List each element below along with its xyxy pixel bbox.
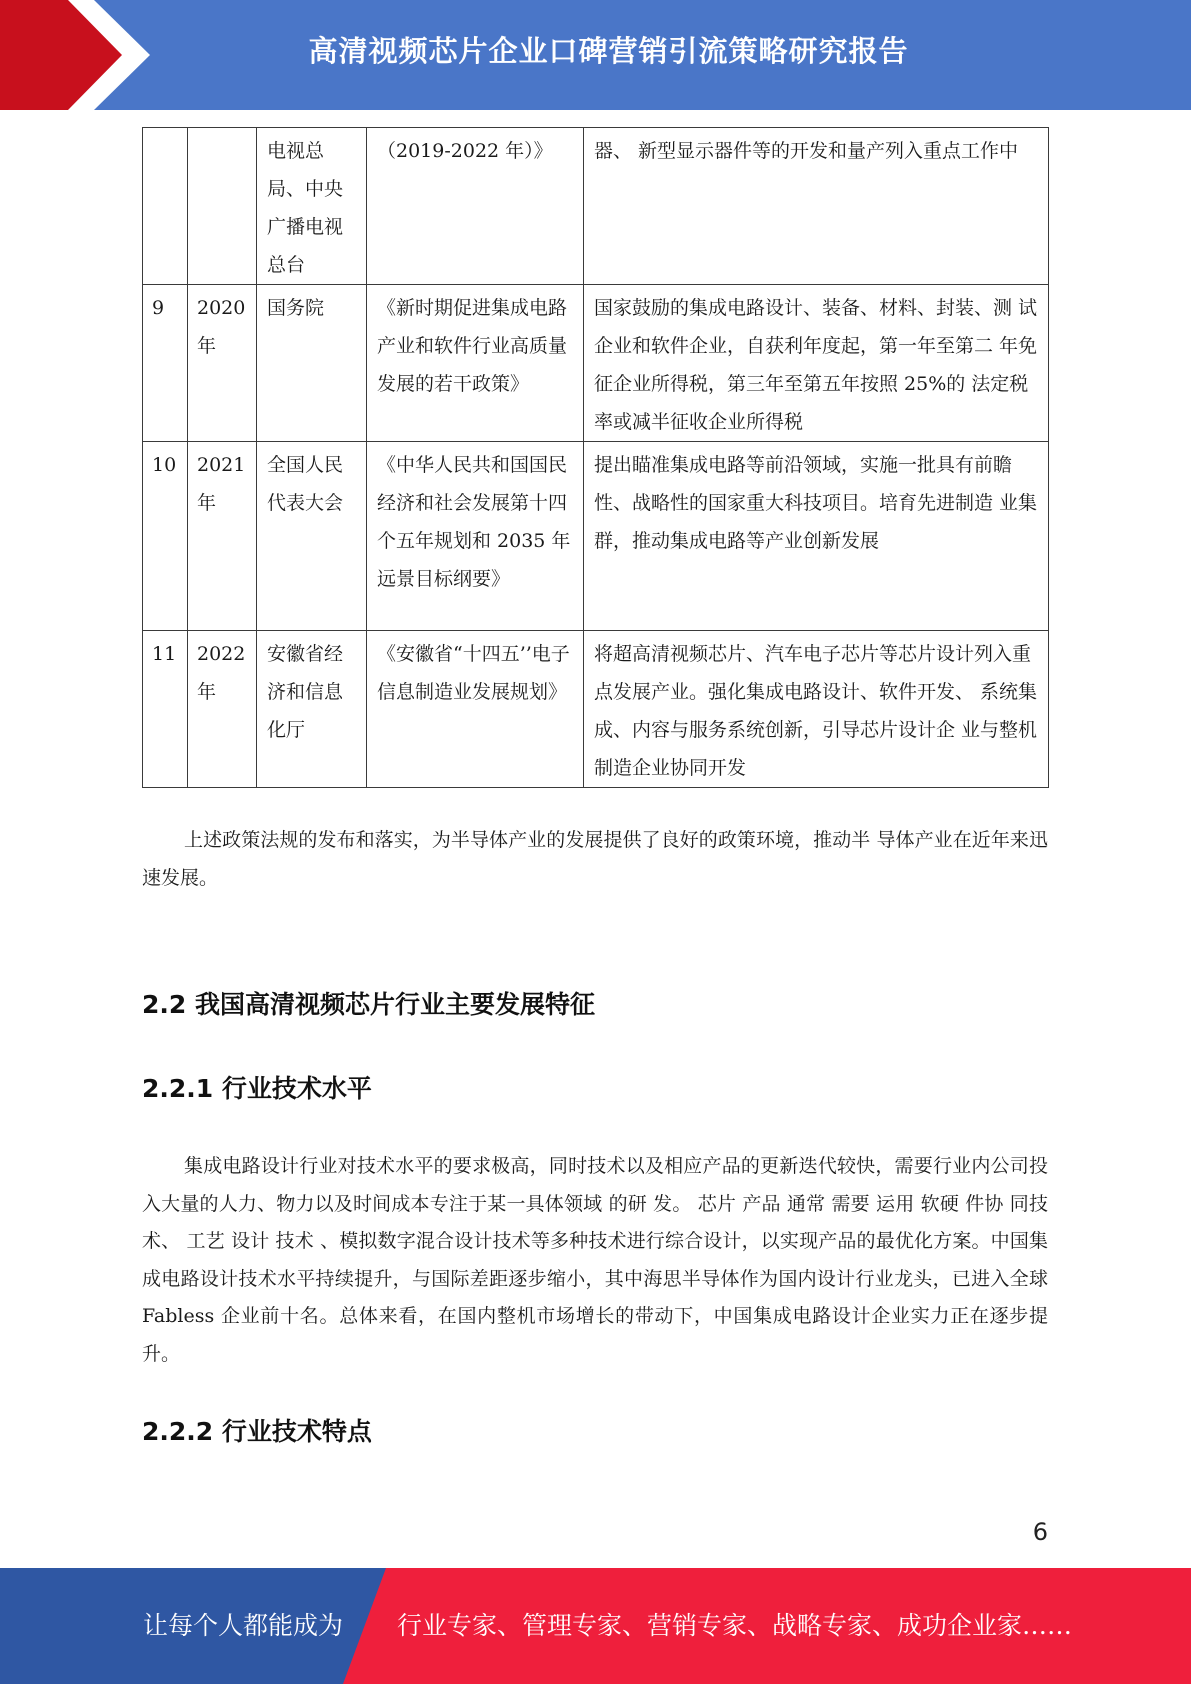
row-content: 器、 新型显示器件等的开发和量产列入重点工作中 <box>584 128 1049 285</box>
row-year: 2020年 <box>188 285 257 442</box>
page-header <box>0 0 1191 110</box>
row-number: 11 <box>143 631 188 788</box>
row-year: 2021年 <box>188 442 257 631</box>
row-year <box>188 128 257 285</box>
row-content: 提出瞄准集成电路等前沿领域，实施一批具有前瞻性、战略性的国家重大科技项目。培育先进制造 业集群，推动集成电路等产业创新发展 <box>584 442 1049 631</box>
row-number: 9 <box>143 285 188 442</box>
table-row <box>143 128 1049 285</box>
row-content: 将超高清视频芯片、汽车电子芯片等芯片设计列入重点发展产业。强化集成电路设计、软件开发、 系统集成、内容与服务系统创新，引导芯片设计企 业与整机制造企业协同开发 <box>584 631 1049 788</box>
section-heading-2-2-2: 2.2.2 行业技术特点 <box>142 1417 372 1446</box>
row-policy: 《新时期促进集成电路产业和软件行业高质量发展的若干政策》 <box>367 285 584 442</box>
row-issuer: 电视总局、中央广播电视总台 <box>257 128 367 285</box>
policy-table <box>142 127 1049 788</box>
row-content: 国家鼓励的集成电路设计、装备、材料、封装、测 试企业和软件企业，自获利年度起，第一年至第二 年免征企业所得税，第三年至第五年按照 25%的 法定税率或减半征收企业所得税 <box>584 285 1049 442</box>
row-issuer: 安徽省经济和信息化厅 <box>257 631 367 788</box>
policy-summary-paragraph: 上述政策法规的发布和落实，为半导体产业的发展提供了良好的政策环境，推动半 导体产业在近年来迅速发展。 <box>142 829 1048 889</box>
row-policy: 《中华人民共和国国民经济和社会发展第十四个五年规划和 2035 年远景目标纲要》 <box>367 442 584 631</box>
row-issuer: 国务院 <box>257 285 367 442</box>
row-policy: （2019-2022 年）》 <box>367 128 584 285</box>
footer-slogan-left: 让每个人都能成为 <box>143 1611 344 1640</box>
row-policy: 《安徽省“十四五’’电子信息制造业发展规划》 <box>367 631 584 788</box>
row-number <box>143 128 188 285</box>
footer-slogan-right: 行业专家、管理专家、营销专家、战略专家、成功企业家…… <box>397 1611 1073 1640</box>
table-row <box>143 631 1049 788</box>
table-row <box>143 285 1049 442</box>
page-footer <box>0 1568 1191 1684</box>
page-number: 6 <box>1032 1518 1048 1546</box>
row-year: 2022年 <box>188 631 257 788</box>
row-issuer: 全国人民代表大会 <box>257 442 367 631</box>
row-number: 10 <box>143 442 188 631</box>
section-heading-2-2: 2.2 我国高清视频芯片行业主要发展特征 <box>142 990 595 1019</box>
report-title: 高清视频芯片企业口碑营销引流策略研究报告 <box>308 34 909 68</box>
tech-level-paragraph: 集成电路设计行业对技术水平的要求极高，同时技术以及相应产品的更新迭代较快，需要行业内公司投入大量的人力、物力以及时间成本专注于某一具体领域 的研 发。 芯片 产品 通常 需要 运用 软硬 件协 同技 术、 工艺 设计 技术 、模拟数字混合设计技术等多种技术进行综合设计，以实现产品的最优化方案。中国集成电路设计技术水平持续提升，与国际差距逐步缩小，其中海思半导体作为国内设计行业龙头，已进入全球 Fabless 企业前十名。总体来看，在国内整机市场增长的带动下，中国集成电路设计企业实力正在逐步提升。 <box>142 1155 1048 1365</box>
table-row <box>143 442 1049 631</box>
section-heading-2-2-1: 2.2.1 行业技术水平 <box>142 1074 372 1103</box>
